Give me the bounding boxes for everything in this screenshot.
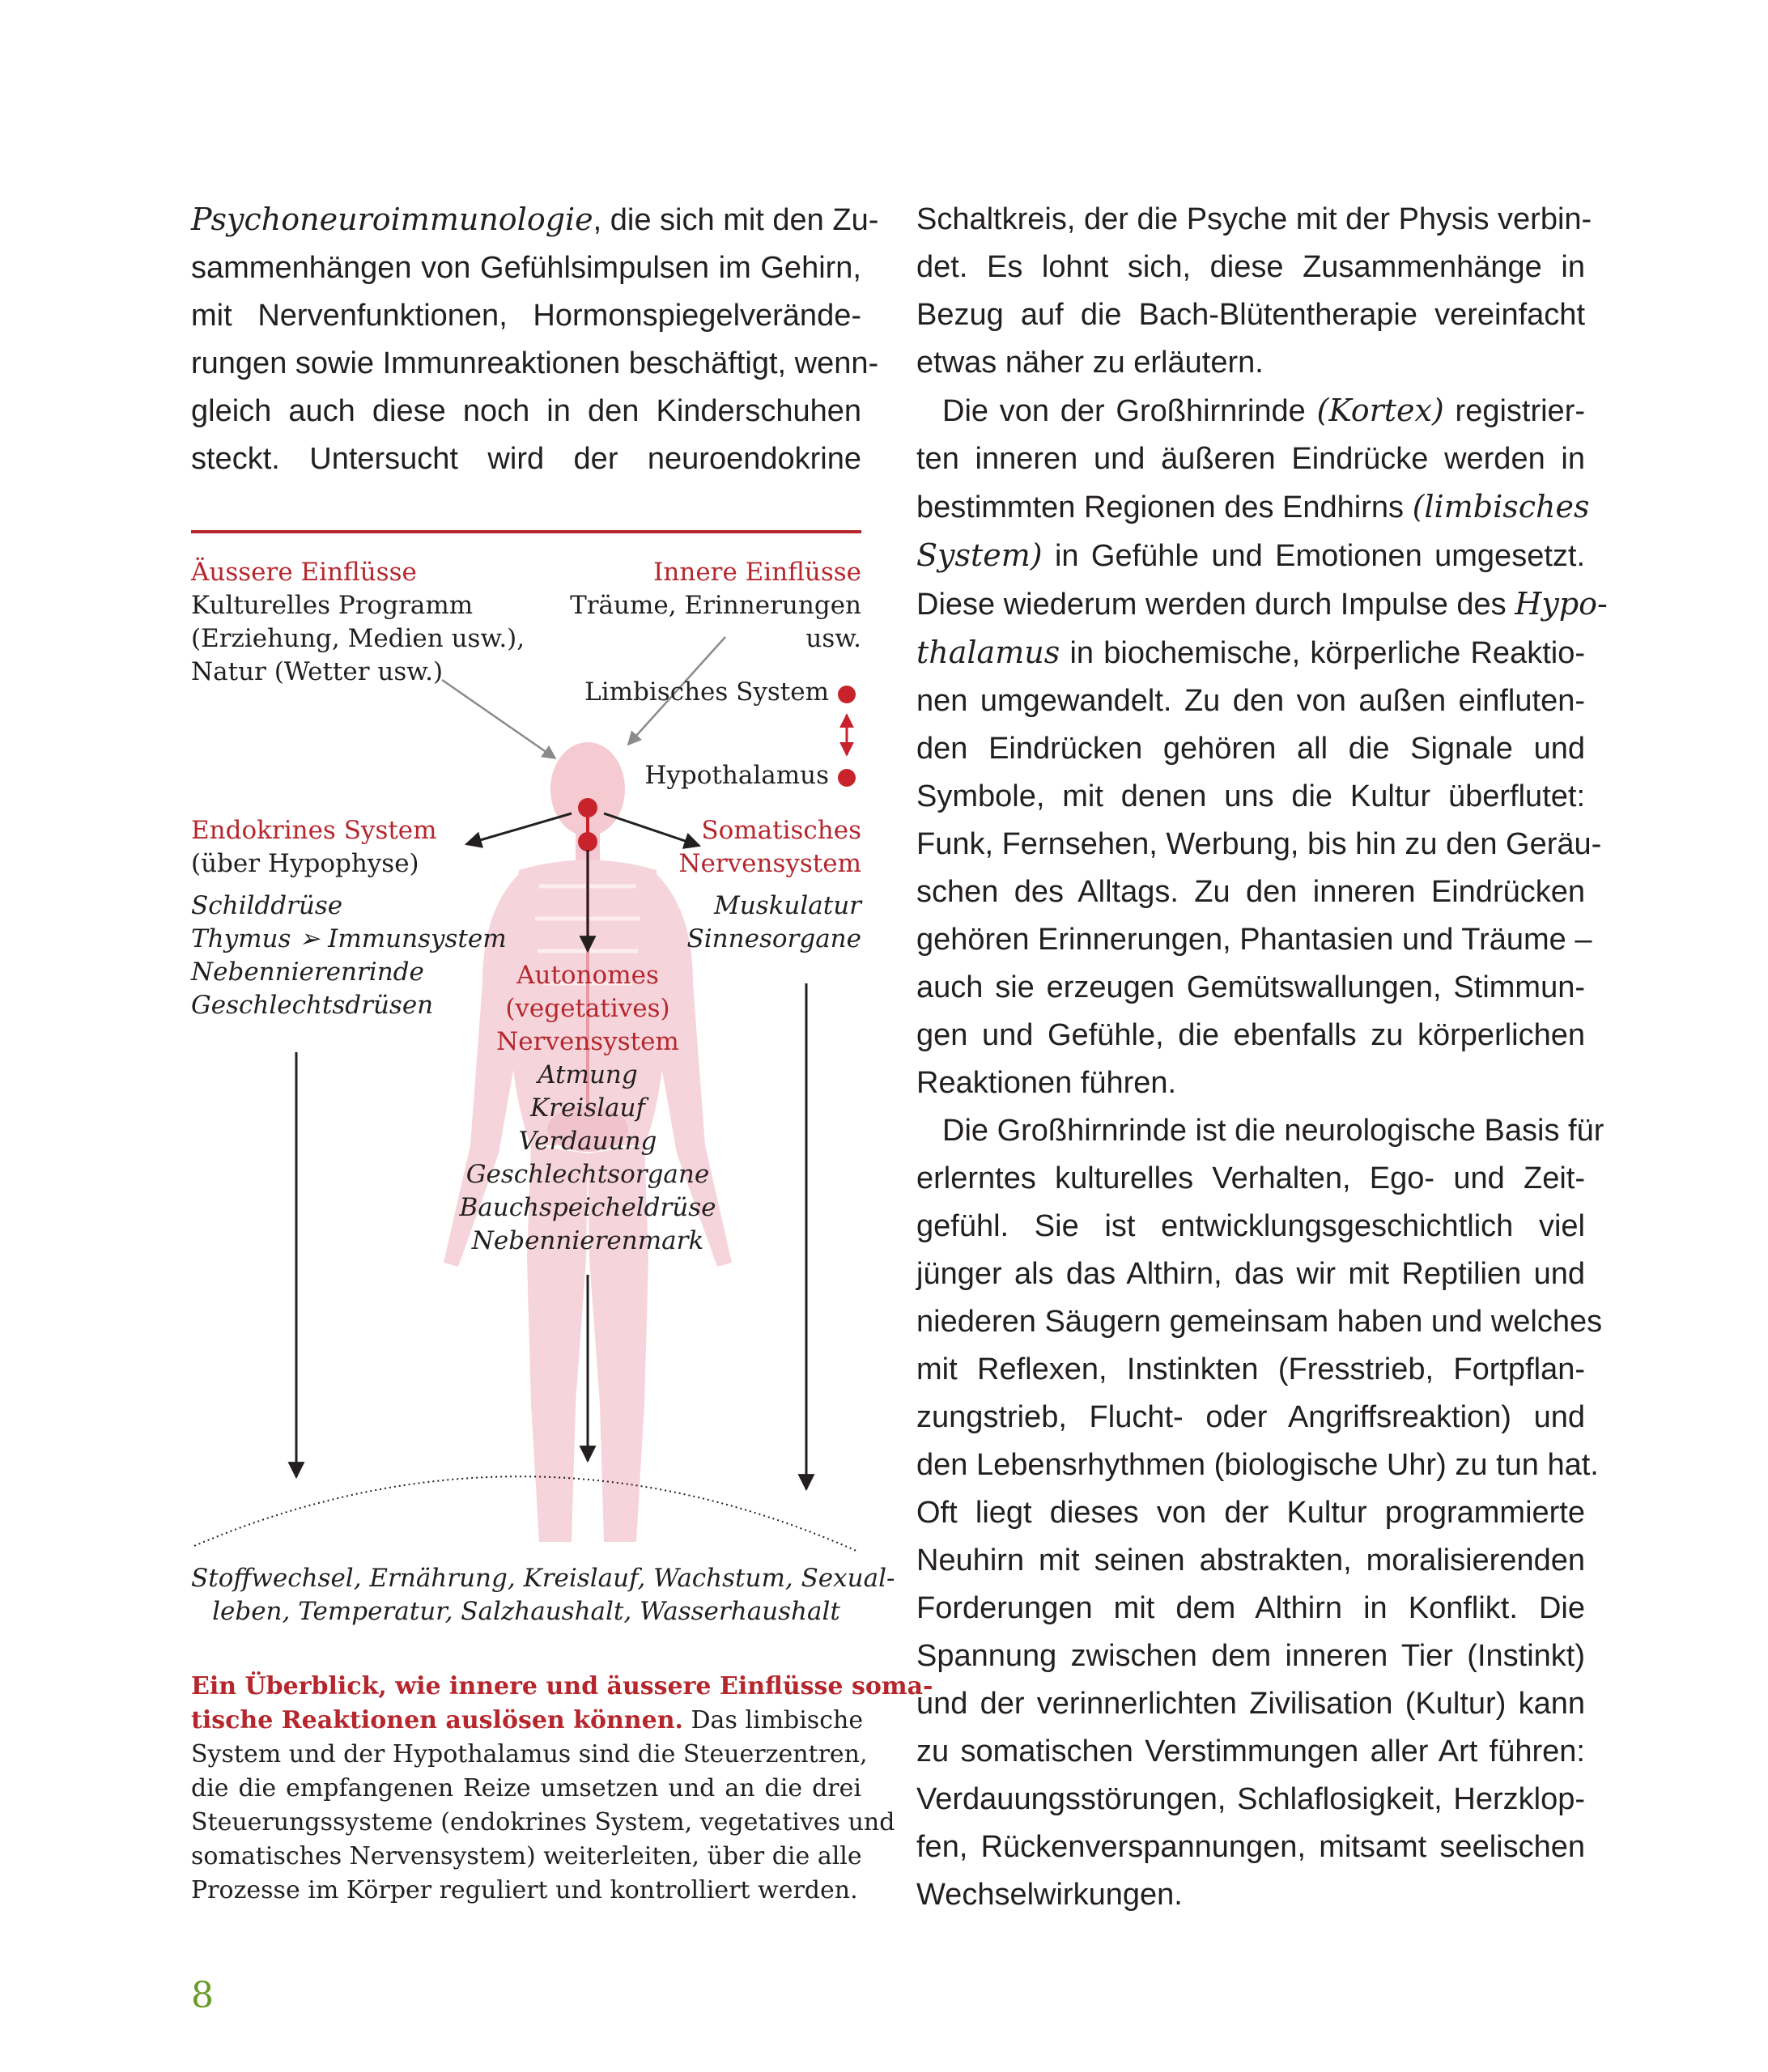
inner-line: Träume, Erinnerungen — [570, 591, 861, 620]
text-line: Verdauungsstörungen, Schlaflosigkeit, Herzklop- — [916, 1782, 1585, 1816]
text-line: schen des Alltags. Zu den inneren Eindrücken — [916, 875, 1585, 909]
text-line: System) in Gefühle und Emotionen umgesetzt. — [916, 537, 1585, 573]
text-line: thalamus in biochemische, körperliche Reaktio- — [916, 635, 1585, 670]
text-line: gleich auch diese noch in den Kinderschuhen — [191, 394, 861, 428]
text-line: Funk, Fernsehen, Werbung, bis hin zu den Geräu- — [916, 827, 1602, 861]
caption-bold: Ein Überblick, wie innere und äussere Einflüsse soma- — [191, 1672, 933, 1700]
text-line: mit Reflexen, Instinkten (Fresstrieb, Fortpflan- — [916, 1352, 1585, 1386]
text-line: Spannung zwischen dem inneren Tier (Instinkt) — [916, 1639, 1585, 1673]
dotted-arc — [194, 1476, 858, 1552]
text-line: den Eindrücken gehören all die Signale und — [916, 732, 1585, 766]
hypothalamus-dot-legend — [838, 769, 856, 787]
text-line: Neuhirn mit seinen abstrakten, moralisierenden — [916, 1543, 1585, 1577]
text-line: Oft liegt dieses von der Kultur programmierte — [916, 1496, 1585, 1530]
text-line: Die von der Großhirnrinde (Kortex) registrier- — [942, 393, 1585, 428]
text-line: gefühl. Sie ist entwicklungsgeschichtlich viel — [916, 1209, 1585, 1243]
autonomic-title: (vegetatives) — [505, 994, 670, 1023]
text-line: Die Großhirnrinde ist die neurologische Basis für — [942, 1114, 1604, 1148]
inner-line: usw. — [805, 624, 861, 653]
text-line: gehören Erinnerungen, Phantasien und Träume – — [916, 923, 1592, 957]
text-line: Reaktionen führen. — [916, 1066, 1177, 1100]
autonomic-item: Geschlechtsorgane — [465, 1160, 710, 1189]
caption-line: tische Reaktionen auslösen können. Das limbische — [191, 1706, 864, 1734]
text-line: auch sie erzeugen Gemütswallungen, Stimmun- — [916, 970, 1585, 1004]
text-line: Bezug auf die Bach-Blütentherapie vereinfacht — [916, 298, 1585, 332]
text-line: nen umgewandelt. Zu den von außen einfluten- — [916, 684, 1585, 718]
hypothalamus-label: Hypothalamus — [644, 761, 829, 790]
text-line: jünger als das Althirn, das wir mit Reptilien und — [916, 1257, 1585, 1291]
endocrine-title: Endokrines System — [191, 816, 437, 845]
endocrine-item: Nebennierenrinde — [191, 957, 424, 987]
somatic-item: Muskulatur — [713, 891, 861, 920]
outer-line: (Erziehung, Medien usw.), — [191, 624, 525, 653]
caption-line: System und der Hypothalamus sind die Steuerzentren, — [191, 1740, 868, 1768]
text-line: steckt. Untersucht wird der neuroendokrine — [191, 442, 861, 476]
autonomic-item: Nebennierenmark — [471, 1226, 704, 1255]
text-line: det. Es lohnt sich, diese Zusammenhänge in — [916, 250, 1585, 284]
text-line: rungen sowie Immunreaktionen beschäftigt, wenn- — [191, 346, 879, 380]
text-line: den Lebensrhythmen (biologische Uhr) zu tun hat. — [916, 1448, 1599, 1482]
text-line: sammenhängen von Gefühlsimpulsen im Gehirn, — [191, 251, 861, 285]
text-line: Diese wiederum werden durch Impulse des Hypo- — [916, 586, 1608, 622]
right-column-text — [916, 196, 1608, 1919]
text-line: fen, Rückenverspannungen, mitsamt seelischen — [916, 1830, 1585, 1864]
inner-influences-title: Innere Einflüsse — [653, 558, 861, 587]
autonomic-item: Kreislauf — [530, 1093, 645, 1123]
figure-caption — [191, 1670, 933, 1908]
text-line: erlerntes kulturelles Verhalten, Ego- und Zeit- — [916, 1161, 1585, 1195]
nervous-system-diagram — [191, 530, 895, 1647]
text-line: und der verinnerlichten Zivilisation (Kultur) kann — [916, 1687, 1585, 1721]
text-line: Symbole, mit denen uns die Kultur überflutet: — [916, 779, 1585, 813]
page-number: 8 — [191, 1975, 214, 2016]
caption-line: somatisches Nervensystem) weiterleiten, über die alle — [191, 1842, 862, 1870]
autonomic-title: Autonomes — [516, 961, 659, 990]
autonomic-block — [458, 959, 717, 1258]
limbic-label: Limbisches System — [584, 677, 829, 707]
endocrine-item: Thymus ➢ Immunsystem — [191, 924, 507, 953]
caption-line: Prozesse im Körper reguliert und kontrolliert werden. — [191, 1876, 858, 1904]
text-line: Forderungen mit dem Althirn in Konflikt. Die — [916, 1591, 1585, 1625]
text-line: bestimmten Regionen des Endhirns (limbisches — [916, 489, 1590, 524]
endocrine-sub: (über Hypophyse) — [191, 849, 419, 878]
somatic-title: Nervensystem — [678, 849, 861, 878]
caption-line: die die empfangenen Reize umsetzen und an die drei — [191, 1774, 861, 1802]
text-line: gen und Gefühle, die ebenfalls zu körperlichen — [916, 1018, 1585, 1052]
autonomic-item: Atmung — [538, 1060, 638, 1089]
italic-term: Psychoneuroimmunologie — [191, 202, 593, 237]
left-column-text — [191, 196, 879, 483]
text-line: ten inneren und äußeren Eindrücke werden in — [916, 442, 1585, 476]
autonomic-item: Bauchspeicheldrüse — [459, 1193, 716, 1222]
text-line: Wechselwirkungen. — [916, 1878, 1183, 1912]
limbic-dot-legend — [838, 686, 856, 703]
text-line: mit Nervenfunktionen, Hormonspiegelverände- — [191, 299, 861, 333]
bottom-effects-line: leben, Temperatur, Salzhaushalt, Wasserhaushalt — [212, 1597, 840, 1626]
text-line: zu somatischen Verstimmungen aller Art führen: — [916, 1734, 1585, 1768]
endocrine-item: Schilddrüse — [191, 891, 343, 920]
text-line: Psychoneuroimmunologie, die sich mit den Zu- — [191, 202, 879, 237]
text-line: etwas näher zu erläutern. — [916, 346, 1264, 380]
endocrine-item: Geschlechtsdrüsen — [191, 991, 434, 1020]
outer-influences-title: Äussere Einflüsse — [191, 558, 417, 587]
bottom-effects-line: Stoffwechsel, Ernährung, Kreislauf, Wachstum, Sexual- — [191, 1564, 895, 1593]
outer-line: Natur (Wetter usw.) — [191, 657, 444, 686]
autonomic-title: Nervensystem — [496, 1027, 679, 1056]
somatic-title: Somatisches — [701, 816, 861, 845]
text-line: zungstrieb, Flucht- oder Angriffsreaktion) und — [916, 1400, 1585, 1434]
text-line: Schaltkreis, der die Psyche mit der Physis verbin- — [916, 202, 1592, 236]
somatic-item: Sinnesorgane — [686, 924, 861, 953]
outer-line: Kulturelles Programm — [191, 591, 474, 620]
autonomic-item: Verdauung — [518, 1127, 657, 1156]
caption-line: Steuerungssysteme (endokrines System, vegetatives und — [191, 1808, 895, 1836]
text-line: niederen Säugern gemeinsam haben und welches — [916, 1305, 1603, 1339]
